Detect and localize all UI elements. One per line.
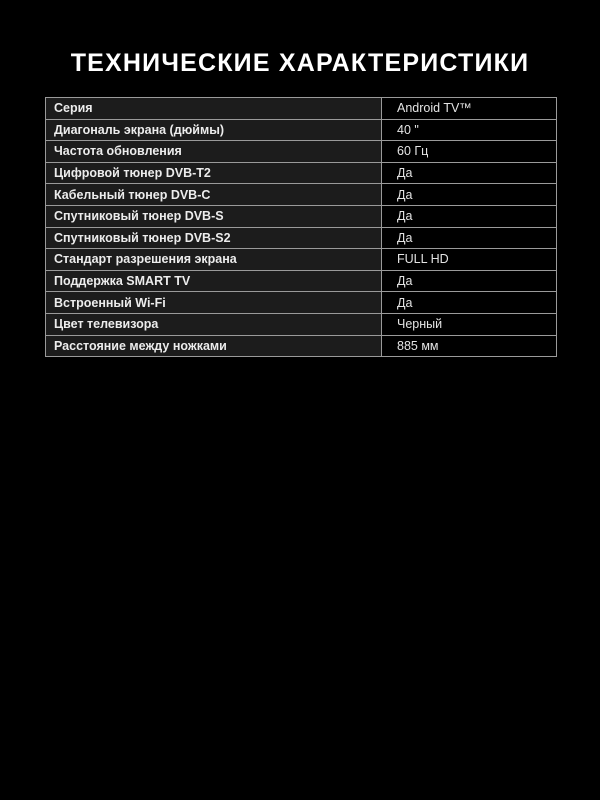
spec-label: Частота обновления — [46, 141, 382, 163]
spec-label: Спутниковый тюнер DVB-S2 — [46, 227, 382, 249]
spec-value: Android TV™ — [382, 98, 557, 120]
table-row — [46, 98, 557, 120]
spec-label: Цифровой тюнер DVB-T2 — [46, 162, 382, 184]
spec-label: Встроенный Wi-Fi — [46, 292, 382, 314]
spec-value: Да — [382, 270, 557, 292]
spec-value: FULL HD — [382, 249, 557, 271]
page-title: ТЕХНИЧЕСКИЕ ХАРАКТЕРИСТИКИ — [70, 49, 530, 77]
table-row — [46, 249, 557, 271]
table-row — [46, 227, 557, 249]
table-row — [46, 162, 557, 184]
spec-value: Да — [382, 292, 557, 314]
table-row — [46, 335, 557, 357]
table-row — [46, 270, 557, 292]
spec-value: 60 Гц — [382, 141, 557, 163]
spec-value: Да — [382, 184, 557, 206]
spec-label: Диагональ экрана (дюймы) — [46, 119, 382, 141]
spec-value: 885 мм — [382, 335, 557, 357]
table-row — [46, 184, 557, 206]
spec-label: Серия — [46, 98, 382, 120]
spec-value: Да — [382, 227, 557, 249]
spec-value: Да — [382, 162, 557, 184]
table-row — [46, 141, 557, 163]
table-row — [46, 119, 557, 141]
spec-label: Расстояние между ножками — [46, 335, 382, 357]
specifications-table — [45, 97, 557, 357]
spec-value: 40 " — [382, 119, 557, 141]
table-row — [46, 205, 557, 227]
spec-label: Цвет телевизора — [46, 313, 382, 335]
table-row — [46, 292, 557, 314]
spec-label: Кабельный тюнер DVB-C — [46, 184, 382, 206]
spec-value: Да — [382, 205, 557, 227]
spec-label: Стандарт разрешения экрана — [46, 249, 382, 271]
table-row — [46, 313, 557, 335]
spec-label: Спутниковый тюнер DVB-S — [46, 205, 382, 227]
spec-label: Поддержка SMART TV — [46, 270, 382, 292]
spec-value: Черный — [382, 313, 557, 335]
